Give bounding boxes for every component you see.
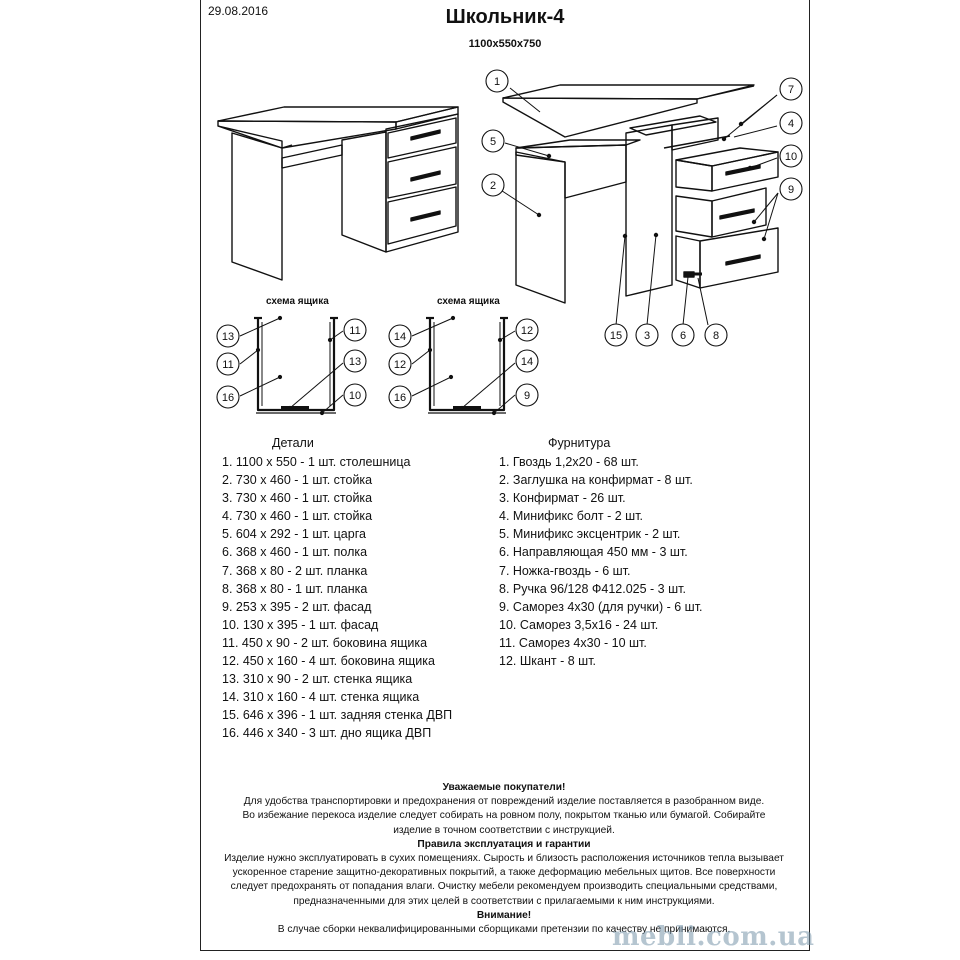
schema-label-left: схема ящика xyxy=(266,296,329,307)
callout-leaders-schema-left xyxy=(240,316,343,414)
hardware-list xyxy=(499,453,703,670)
callout-label: 9 xyxy=(787,184,795,196)
notes-line: ускоренное старение защитно-декоративных покрытий, а также деформацию мебельных щитов. Все поверхности xyxy=(232,867,776,879)
callout-label: 10 xyxy=(784,151,798,163)
list-item: 14. 310 x 160 - 4 шт. стенка ящика xyxy=(222,690,420,705)
list-item: 3. 730 x 460 - 1 шт. стойка xyxy=(222,491,373,506)
callout-label: 14 xyxy=(520,356,534,368)
list-item: 7. 368 x 80 - 2 шт. планка xyxy=(222,563,368,578)
schema-label-right: схема ящика xyxy=(437,296,500,307)
list-item: 4. 730 x 460 - 1 шт. стойка xyxy=(222,509,373,524)
callout-label: 11 xyxy=(349,325,361,337)
callout-label: 2 xyxy=(489,180,497,192)
list-item: 12. Шкант - 8 шт. xyxy=(499,654,597,669)
callout-label: 16 xyxy=(221,392,235,404)
list-item: 7. Ножка-гвоздь - 6 шт. xyxy=(499,563,631,578)
notes-section xyxy=(202,781,806,937)
details-heading: Детали xyxy=(272,436,314,450)
list-item: 9. 253 x 395 - 2 шт. фасад xyxy=(222,599,372,614)
exploded-view-illustration xyxy=(503,85,778,303)
callout-label: 6 xyxy=(679,330,687,342)
list-item: 13. 310 x 90 - 2 шт. стенка ящика xyxy=(222,672,413,687)
customers-heading: Уважаемые покупатели! xyxy=(442,782,566,793)
list-item: 10. Саморез 3,5x16 - 24 шт. xyxy=(499,617,659,632)
callout-label: 1 xyxy=(493,76,501,88)
list-item: 2. 730 x 460 - 1 шт. стойка xyxy=(222,473,373,488)
callout-label: 13 xyxy=(348,356,362,368)
site-watermark: mebli.com.ua xyxy=(612,922,815,952)
list-item: 9. Саморез 4x30 (для ручки) - 6 шт. xyxy=(499,599,703,614)
notes-line: В случае сборки неквалифицированными сборщиками претензии по качеству не принимаются. xyxy=(277,924,731,936)
list-item: 6. 368 x 460 - 1 шт. полка xyxy=(222,545,368,560)
list-item: 12. 450 x 160 - 4 шт. боковина ящика xyxy=(222,654,435,669)
hardware-heading: Фурнитура xyxy=(548,436,611,450)
notes-line: предназначенными для этих целей в соответствии с прилагаемыми к ним инструкциями. xyxy=(293,895,715,907)
list-item: 16. 446 x 340 - 3 шт. дно ящика ДВП xyxy=(222,726,432,741)
callout-label: 10 xyxy=(348,390,362,402)
list-item: 2. Заглушка на конфирмат - 8 шт. xyxy=(499,473,693,488)
list-item: 1. Гвоздь 1,2x20 - 68 шт. xyxy=(499,455,639,469)
callout-label: 3 xyxy=(643,330,651,342)
list-item: 3. Конфирмат - 26 шт. xyxy=(499,491,626,506)
notes-line: Изделие нужно эксплуатировать в сухих помещениях. Сырость и близость расположения источников тепла вызывает xyxy=(224,853,784,865)
drawer-schema-right xyxy=(426,318,508,413)
notes-line: изделие в точном соответствии с инструкцией. xyxy=(393,824,615,836)
list-item: 8. 368 x 80 - 1 шт. планка xyxy=(222,581,368,596)
callout-label: 8 xyxy=(712,330,720,342)
callout-label: 7 xyxy=(787,84,795,96)
rules-heading: Правила эксплуатация и гарантии xyxy=(417,838,591,850)
list-item: 10. 130 x 395 - 1 шт. фасад xyxy=(222,617,379,632)
callout-label: 12 xyxy=(393,359,407,371)
list-item: 5. 604 x 292 - 1 шт. царга xyxy=(222,527,366,542)
callout-label: 9 xyxy=(523,390,531,402)
callout-numbers xyxy=(222,76,797,404)
list-item: 11. Саморез 4x30 - 10 шт. xyxy=(499,635,647,650)
document-date: 29.08.2016 xyxy=(208,4,269,18)
callout-label: 5 xyxy=(489,136,497,148)
list-item: 15. 646 x 396 - 1 шт. задняя стенка ДВП xyxy=(222,708,453,723)
callout-label: 15 xyxy=(609,330,623,342)
details-list xyxy=(222,453,452,743)
drawer-schema-left xyxy=(254,318,338,413)
list-item: 4. Минификс болт - 2 шт. xyxy=(499,509,644,524)
callout-label: 16 xyxy=(393,392,407,404)
list-item: 5. Минификс эксцентрик - 2 шт. xyxy=(499,527,681,542)
assembled-desk-illustration xyxy=(218,107,458,280)
notes-line: Для удобства транспортировки и предохранения от повреждений изделие поставляется в разобранном виде. xyxy=(243,796,765,808)
notes-line: следует предохранять от попадания влаги. Очистку мебели рекомендуем производить специальными средствами, xyxy=(230,881,778,893)
product-dimensions: 1100x550x750 xyxy=(468,38,542,50)
callout-label: 12 xyxy=(520,325,534,337)
attention-heading: Внимание! xyxy=(476,909,532,921)
list-item: 1. 1100 x 550 - 1 шт. столешница xyxy=(222,455,411,469)
callout-leaders-right xyxy=(496,88,778,325)
callout-label: 11 xyxy=(222,359,234,371)
callout-label: 14 xyxy=(393,331,407,343)
document-title: Школьник-4 xyxy=(445,6,565,28)
callout-label: 13 xyxy=(221,331,235,343)
callout-label: 4 xyxy=(787,118,795,130)
notes-line: Во избежание перекоса изделие следует собирать на ровном полу, покрытом тканью или бумагой. Собирайте xyxy=(242,810,766,822)
list-item: 11. 450 x 90 - 2 шт. боковина ящика xyxy=(222,635,428,650)
list-item: 6. Направляющая 450 мм - 3 шт. xyxy=(499,545,688,560)
list-item: 8. Ручка 96/128 Ф412.025 - 3 шт. xyxy=(499,581,686,596)
